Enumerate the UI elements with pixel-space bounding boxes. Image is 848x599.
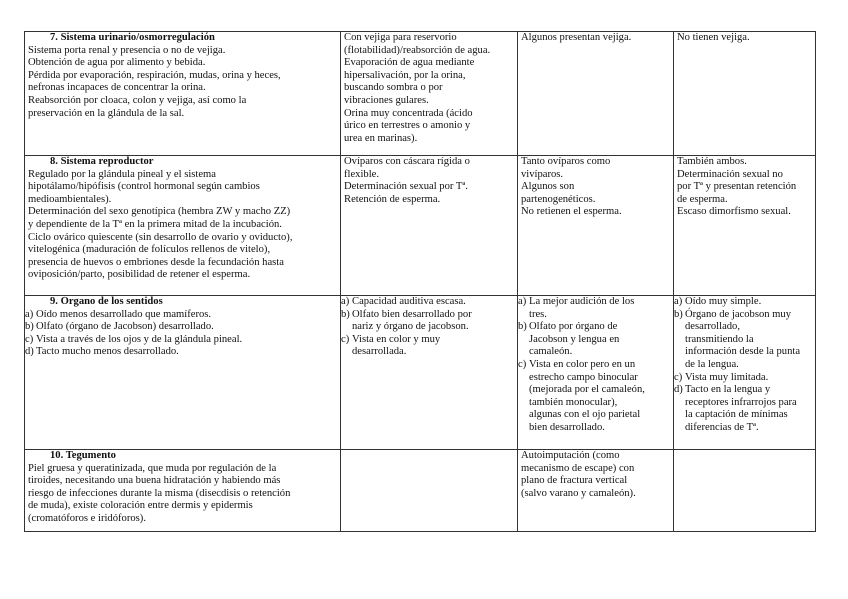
text-line: partenogenéticos. — [521, 193, 596, 205]
text-line: Determinación del sexo genotípica (hembra ZW y macho ZZ) — [28, 206, 291, 218]
text-line: Algunos son — [521, 181, 575, 193]
text-line: Escaso dimorfismo sexual. — [677, 206, 791, 218]
text-line: y dependiente de la Tª en la primera mitad de la incubación. — [28, 218, 282, 230]
text-line: Vista en color y muy — [352, 333, 441, 345]
list-text — [529, 359, 671, 435]
table-cell-col2 — [341, 32, 518, 156]
list-text — [352, 309, 515, 334]
list-text — [685, 384, 813, 434]
text-line: Reabsorción por cloaca, colon y vejiga, así como la — [28, 94, 247, 106]
text-line: bien desarrollado. — [529, 421, 605, 433]
text-line: vivíparos. — [521, 168, 564, 180]
list-marker: c) — [341, 333, 350, 345]
table-cell-col1 — [25, 296, 341, 450]
text-line: Evaporación de agua mediante — [344, 57, 475, 69]
text-line: estrecho campo binocular — [529, 371, 638, 383]
text-line: También ambos. — [677, 156, 747, 167]
section-title: 8. Sistema reproductor — [50, 156, 154, 167]
text-line: presencia de huevos o embriones desde la fecundación hasta — [28, 256, 284, 268]
table-cell-col4 — [674, 32, 816, 156]
text-line: algunas con el ojo parietal — [529, 409, 641, 421]
text-line: Piel gruesa y queratinizada, que muda por regulación de la — [28, 462, 277, 474]
list-marker: d) — [674, 384, 683, 396]
text-line: Tanto ovíparos como — [521, 156, 611, 167]
text-line: La mejor audición de los — [529, 296, 635, 307]
list-item — [25, 321, 338, 334]
text-line: Capacidad auditiva escasa. — [352, 296, 466, 307]
text-line: preservación en la glándula de la sal. — [28, 107, 185, 119]
text-line: tres. — [529, 308, 547, 320]
text-line: transmitiendo la — [685, 333, 754, 345]
text-line: Vista a través de los ojos y de la glándula pineal. — [36, 333, 243, 345]
text-line: nefronas incapaces de concentrar la orina. — [28, 82, 206, 94]
table-cell-col4 — [674, 156, 816, 296]
text-line: medioambientales). — [28, 193, 112, 205]
text-line: Retención de esperma. — [344, 193, 441, 205]
list-item — [674, 384, 813, 434]
text-line: Jacobson y lengua en — [529, 333, 620, 345]
table-cell-col3 — [518, 296, 674, 450]
text-line: de esperma. — [677, 193, 728, 205]
table-row — [25, 296, 816, 450]
list-text — [36, 309, 338, 322]
list-marker: b) — [518, 321, 527, 333]
section-title: 7. Sistema urinario/osmorregulación — [50, 32, 215, 43]
text-line: oviposición/parto, posibilidad de retener el esperma. — [28, 269, 251, 281]
list-text — [352, 296, 515, 309]
list-item — [518, 358, 671, 435]
text-line: Vista muy limitada. — [685, 371, 769, 383]
text-line: también monocular), — [529, 396, 618, 408]
table-cell-col3 — [518, 450, 674, 532]
list-text — [352, 334, 515, 359]
list-marker: a) — [25, 308, 34, 320]
table-row — [25, 450, 816, 532]
text-line: vitelogénica (maduración de folículos rellenos de vitelo), — [28, 244, 271, 256]
list-item — [518, 321, 671, 359]
list-text — [36, 346, 338, 359]
list-item — [25, 333, 338, 347]
table-cell-col1 — [25, 450, 341, 532]
text-line: Ciclo ovárico quiescente (sin desarrollo de ovario y oviducto), — [28, 231, 293, 243]
text-line: desarrollada. — [352, 346, 407, 358]
list-marker: a) — [674, 296, 683, 307]
text-line: Autoimputación (como — [521, 450, 620, 461]
text-line: urea en marinas). — [344, 132, 418, 144]
text-line: Ovíparos con cáscara rígida o — [344, 156, 470, 167]
text-line: Olfato por órgano de — [529, 321, 618, 333]
text-line: Obtención de agua por alimento y bebida. — [28, 57, 206, 69]
text-line: camaleón. — [529, 346, 573, 358]
list-item — [674, 296, 813, 309]
table-row — [25, 156, 816, 296]
text-line: Olfato (órgano de Jacobson) desarrollado. — [36, 321, 214, 333]
list-text — [685, 372, 813, 385]
table-row — [25, 32, 816, 156]
text-line: Orina muy concentrada (ácido — [344, 107, 473, 119]
text-line: por Tª y presentan retención — [677, 181, 797, 193]
text-line: (cromatóforos e iridóforos). — [28, 512, 146, 524]
text-line: Sistema porta renal y presencia o no de vejiga. — [28, 44, 226, 56]
table-cell-col3 — [518, 156, 674, 296]
list-marker: b) — [341, 308, 350, 320]
text-line: vibraciones gulares. — [344, 94, 429, 106]
list-item — [674, 308, 813, 372]
list-item — [674, 371, 813, 385]
table-cell-col3 — [518, 32, 674, 156]
list-text — [36, 334, 338, 347]
text-line: Olfato bien desarrollado por — [352, 308, 472, 320]
text-line: Oído muy simple. — [685, 296, 762, 307]
list-marker: b) — [674, 308, 683, 320]
list-item — [25, 346, 338, 359]
list-marker: c) — [25, 333, 34, 345]
text-line: buscando sombra o por — [344, 82, 443, 94]
list-text — [529, 296, 671, 321]
text-line: plano de fractura vertical — [521, 475, 628, 487]
list-text — [685, 309, 813, 372]
text-line: Órgano de jacobson muy — [685, 308, 792, 320]
text-line: de la lengua. — [685, 358, 739, 370]
list-marker: a) — [518, 296, 527, 307]
text-line: Pérdida por evaporación, respiración, mudas, orina y heces, — [28, 69, 281, 81]
text-line: No tienen vejiga. — [677, 32, 750, 43]
list-item — [341, 296, 515, 309]
list-item — [341, 308, 515, 334]
text-line: la captación de mínimas — [685, 409, 788, 421]
text-line: hipersalivación, por la orina, — [344, 69, 466, 81]
text-line: hipotálamo/hipófisis (control hormonal según cambios — [28, 181, 260, 193]
text-line: Tacto en la lengua y — [685, 384, 771, 396]
text-line: (flotabilidad)/reabsorción de agua. — [344, 44, 491, 56]
text-line: Con vejiga para reservorio — [344, 32, 457, 43]
text-line: de muda), existe coloración entre dermis y epidermis — [28, 500, 253, 512]
table-cell-col1 — [25, 156, 341, 296]
list-marker: c) — [518, 358, 527, 370]
text-line: Vista en color pero en un — [529, 358, 636, 370]
text-line: nariz y órgano de jacobson. — [352, 321, 469, 333]
text-line: (mejorada por el camaleón, — [529, 384, 645, 396]
list-text — [36, 321, 338, 334]
text-line: Oído menos desarrollado que mamíferos. — [36, 308, 212, 320]
text-line: flexible. — [344, 168, 380, 180]
table-cell-col4 — [674, 450, 816, 532]
list-item — [341, 333, 515, 359]
text-line: Tacto mucho menos desarrollado. — [36, 346, 179, 358]
list-marker: c) — [674, 371, 683, 383]
text-line: mecanismo de escape) con — [521, 462, 635, 474]
text-line: úrico en terrestres o amonio y — [344, 120, 471, 132]
text-line: tiroides, necesitando una buena hidratación y habiendo más — [28, 475, 281, 487]
list-marker: d) — [25, 346, 34, 358]
text-line: Determinación sexual por Tª. — [344, 181, 468, 193]
table-cell-col1 — [25, 32, 341, 156]
table-cell-col2 — [341, 450, 518, 532]
table-cell-col4 — [674, 296, 816, 450]
list-marker: a) — [341, 296, 350, 307]
section-title: 10. Tegumento — [50, 450, 116, 461]
table-cell-col2 — [341, 296, 518, 450]
list-item — [25, 308, 338, 322]
text-line: información desde la punta — [685, 346, 801, 358]
text-line: diferencias de Tª. — [685, 421, 759, 433]
text-line: Determinación sexual no — [677, 168, 783, 180]
text-line: desarrollado, — [685, 321, 741, 333]
text-line: riesgo de infecciones durante la misma (disecdisis o retención — [28, 487, 291, 499]
section-title: 9. Órgano de los sentidos — [50, 296, 163, 307]
reptile-comparison-table — [24, 31, 816, 532]
list-marker: b) — [25, 321, 34, 333]
list-item — [518, 296, 671, 321]
table-cell-col2 — [341, 156, 518, 296]
text-line: receptores infrarrojos para — [685, 396, 797, 408]
text-line: No retienen el esperma. — [521, 206, 622, 218]
text-line: Regulado por la glándula pineal y el sistema — [28, 168, 216, 180]
list-text — [685, 296, 813, 309]
text-line: Algunos presentan vejiga. — [521, 32, 632, 43]
list-text — [529, 321, 671, 359]
text-line: (salvo varano y camaleón). — [521, 487, 636, 499]
